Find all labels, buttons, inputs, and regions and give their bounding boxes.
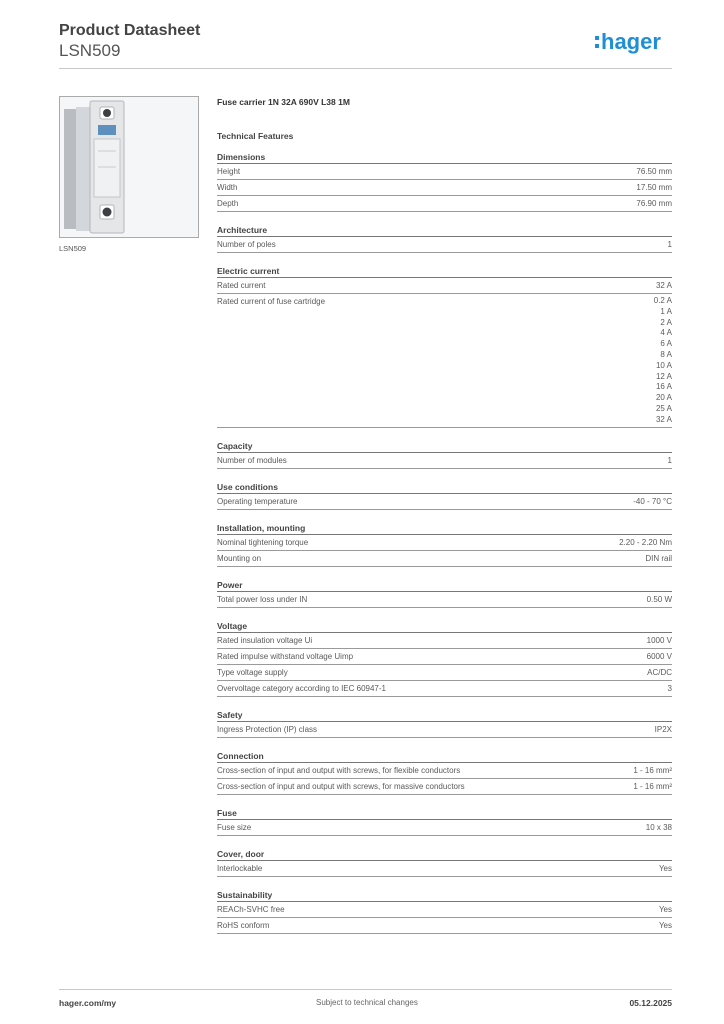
spec-label: Overvoltage category according to IEC 60947-1 <box>217 683 386 693</box>
spec-value: 6000 V <box>646 651 672 661</box>
spec-section <box>217 579 672 608</box>
spec-label: Width <box>217 183 238 192</box>
spec-label: Depth <box>217 199 239 208</box>
section-title: Installation, mounting <box>217 522 672 535</box>
spec-label: Mounting on <box>217 553 262 563</box>
spec-sections <box>217 151 672 934</box>
section-title: Connection <box>217 750 672 763</box>
svg-text:hager: hager <box>601 29 661 54</box>
spec-label: Total power loss under IN <box>217 594 308 604</box>
spec-label: Rated current <box>217 281 266 290</box>
spec-row <box>217 496 672 510</box>
spec-value: AC/DC <box>647 667 672 677</box>
spec-row <box>217 667 672 681</box>
spec-value: 2 A <box>660 317 672 327</box>
spec-value: Yes <box>658 920 672 930</box>
spec-value: 32 A <box>655 414 672 424</box>
section-title: Architecture <box>217 224 672 237</box>
spec-value: 6 A <box>660 339 672 349</box>
spec-section <box>217 807 672 836</box>
spec-label: Ingress Protection (IP) class <box>217 724 318 734</box>
section-title: Voltage <box>217 620 672 633</box>
spec-row <box>217 280 672 294</box>
spec-value: 10 x 38 <box>645 822 672 832</box>
spec-section <box>217 522 672 567</box>
spec-label: Rated impulse withstand voltage Uimp <box>217 651 354 661</box>
product-image-caption: LSN509 <box>59 244 87 253</box>
footer-website[interactable]: hager.com/my <box>59 998 117 1008</box>
spec-value: 3 <box>667 683 672 693</box>
spec-label: Rated current of fuse cartridge <box>217 297 326 306</box>
spec-row <box>217 781 672 795</box>
spec-label: Cross-section of input and output with screws, for massive conductors <box>217 781 465 791</box>
spec-label: Operating temperature <box>217 496 298 506</box>
spec-label: Type voltage supply <box>217 667 288 677</box>
product-image <box>59 96 199 238</box>
spec-label: Cross-section of input and output with screws, for flexible conductors <box>217 765 461 775</box>
spec-row <box>217 182 672 196</box>
spec-value: 1 A <box>660 306 672 316</box>
spec-section <box>217 889 672 934</box>
spec-value: 1 <box>667 240 672 249</box>
spec-label: Interlockable <box>217 863 263 873</box>
spec-section <box>217 848 672 877</box>
specifications <box>217 96 672 946</box>
spec-row <box>217 724 672 738</box>
hager-logo-graphic <box>595 27 675 57</box>
spec-row <box>217 822 672 836</box>
spec-row <box>217 863 672 877</box>
hager-logo <box>595 27 675 57</box>
spec-row <box>217 166 672 180</box>
spec-value: 12 A <box>655 371 672 381</box>
section-title: Safety <box>217 709 672 722</box>
section-title: Dimensions <box>217 151 672 164</box>
spec-row <box>217 553 672 567</box>
spec-value: 0.2 A <box>653 296 672 305</box>
spec-row <box>217 296 672 428</box>
section-title: Use conditions <box>217 481 672 494</box>
spec-value: Yes <box>658 904 672 914</box>
spec-section <box>217 440 672 469</box>
spec-value: 1 - 16 mm² <box>633 781 672 791</box>
spec-value: 25 A <box>655 403 672 413</box>
spec-label: Height <box>217 167 241 176</box>
product-reference: LSN509 <box>59 41 121 60</box>
spec-section <box>217 151 672 212</box>
section-title: Sustainability <box>217 889 672 902</box>
spec-value: IP2X <box>654 724 672 734</box>
document-title: Product Datasheet <box>59 22 201 39</box>
spec-value: -40 - 70 °C <box>633 496 672 506</box>
spec-row <box>217 765 672 779</box>
spec-section <box>217 481 672 510</box>
spec-section <box>217 224 672 253</box>
technical-features-heading: Technical Features <box>217 131 294 141</box>
spec-value: 16 A <box>655 382 672 392</box>
spec-label: Rated insulation voltage Ui <box>217 635 313 645</box>
spec-row <box>217 198 672 212</box>
section-title: Capacity <box>217 440 672 453</box>
spec-section <box>217 265 672 428</box>
spec-value: DIN rail <box>645 553 672 563</box>
spec-row <box>217 635 672 649</box>
spec-row <box>217 455 672 469</box>
spec-value: 8 A <box>660 349 672 359</box>
spec-section <box>217 709 672 738</box>
spec-label: Nominal tightening torque <box>217 537 309 547</box>
spec-value: 17.50 mm <box>636 183 672 192</box>
spec-value: 0.50 W <box>646 594 672 604</box>
spec-section <box>217 620 672 697</box>
spec-row <box>217 239 672 253</box>
page-header <box>59 21 200 61</box>
spec-row <box>217 904 672 918</box>
spec-label: Number of poles <box>217 240 276 249</box>
section-title: Fuse <box>217 807 672 820</box>
spec-row <box>217 920 672 934</box>
section-title: Electric current <box>217 265 672 278</box>
spec-row <box>217 651 672 665</box>
fuse-carrier-photo <box>60 97 198 237</box>
spec-label: Number of modules <box>217 455 287 465</box>
section-title: Power <box>217 579 672 592</box>
spec-section <box>217 750 672 795</box>
spec-value: 76.50 mm <box>636 167 672 176</box>
spec-value: 1 - 16 mm² <box>633 765 672 775</box>
spec-label: Fuse size <box>217 822 252 832</box>
spec-row <box>217 594 672 608</box>
spec-value: 1 <box>667 455 672 465</box>
spec-value: 10 A <box>655 360 672 370</box>
spec-value: 2.20 - 2.20 Nm <box>619 537 672 547</box>
spec-label: RoHS conform <box>217 920 270 930</box>
section-title: Cover, door <box>217 848 672 861</box>
footer-date: 05.12.2025 <box>629 998 672 1008</box>
spec-value: Yes <box>658 863 672 873</box>
footer-divider <box>59 989 672 990</box>
spec-row <box>217 537 672 551</box>
spec-value: 32 A <box>655 281 672 290</box>
spec-value: 76.90 mm <box>636 199 672 208</box>
spec-label: REACh-SVHC free <box>217 904 285 914</box>
spec-value: 4 A <box>660 328 672 338</box>
spec-row <box>217 683 672 697</box>
spec-value-list <box>654 296 672 426</box>
spec-value: 1000 V <box>646 635 672 645</box>
header-divider <box>59 68 672 69</box>
product-name: Fuse carrier 1N 32A 690V L38 1M <box>217 97 350 107</box>
spec-value: 20 A <box>655 393 672 403</box>
footer-notice: Subject to technical changes <box>316 998 418 1007</box>
